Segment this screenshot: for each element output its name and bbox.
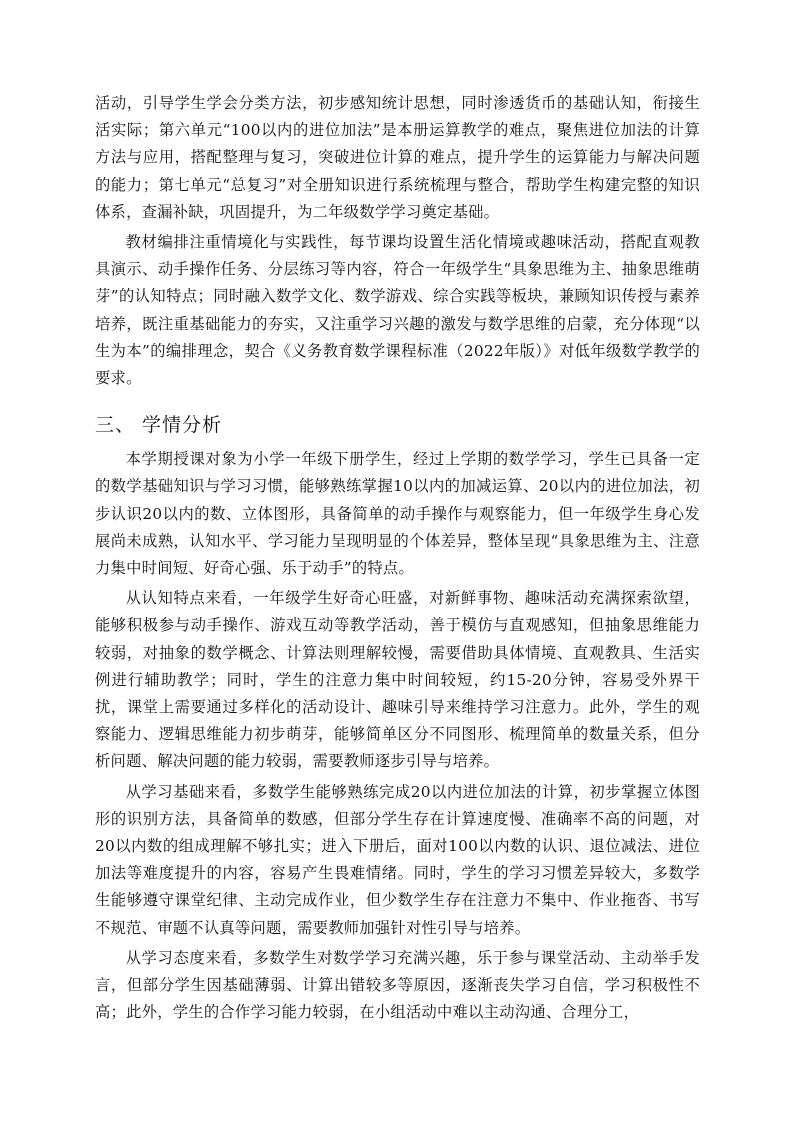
paragraph-learning-foundation: 从学习基础来看，多数学生能够熟练完成20以内进位加法的计算，初步掌握立体图形的识别方法，具备简单的数感，但部分学生存在计算速度慢、准确率不高的问题，对20以内数的组成理解不够扎实；进入下册后，面对100以内数的认识、退位减法、进位加法等难度提升的内容，容易产生畏难情绪。同时，学生的学习习惯差异较大，多数学生能够遵守课堂纪律、主动完成作业，但少数学生存在注意力不集中、作业拖沓、书写不规范、审题不认真等问题，需要教师加强针对性引导与培养。 xyxy=(95,782,700,937)
paragraph-textbook-design: 教材编排注重情境化与实践性，每节课均设置生活化情境或趣味活动，搭配直观教具演示、动手操作任务、分层练习等内容，符合一年级学生“具象思维为主、抽象思维萌芽”的认知特点；同时融入数学文化、数学游戏、综合实践等板块，兼顾知识传授与素养培养，既注重基础能力的夯实，又注重学习兴趣的激发与数学思维的启蒙，充分体现“以生为本”的编排理念，契合《义务教育数学课程标准（2022年版）》对低年级数学教学的要求。 xyxy=(95,233,700,388)
section-heading-student-analysis: 三、 学情分析 xyxy=(95,414,223,437)
paragraph-unit-overview-continued: 活动，引导学生学会分类方法，初步感知统计思想，同时渗透货币的基础认知，衔接生活实际；第六单元“100以内的进位加法”是本册运算教学的难点，聚焦进位加法的计算方法与应用，搭配整理与复习，突破进位计算的难点，提升学生的运算能力与解决问题的能力；第七单元“总复习”对全册知识进行系统梳理与整合，帮助学生构建完整的知识体系，查漏补缺，巩固提升，为二年级数学学习奠定基础。 xyxy=(95,94,700,221)
paragraph-learning-attitude: 从学习态度来看，多数学生对数学学习充满兴趣，乐于参与课堂活动、主动举手发言，但部分学生因基础薄弱、计算出错较多等原因，逐渐丧失学习自信，学习积极性不高；此外，学生的合作学习能力较弱，在小组活动中难以主动沟通、合理分工， xyxy=(95,948,700,1022)
paragraph-student-overview: 本学期授课对象为小学一年级下册学生，经过上学期的数学学习，学生已具备一定的数学基础知识与学习习惯，能够熟练掌握10以内的加减运算、20以内的进位加法，初步认识20以内的数、立体图形，具备简单的动手操作与观察能力，但一年级学生身心发展尚未成熟，认知水平、学习能力呈现明显的个体差异，整体呈现“具象思维为主、注意力集中时间短、好奇心强、乐于动手”的特点。 xyxy=(95,450,700,578)
document-body xyxy=(95,90,700,1030)
paragraph-cognitive-traits: 从认知特点来看，一年级学生好奇心旺盛，对新鲜事物、趣味活动充满探索欲望，能够积极参与动手操作、游戏互动等教学活动，善于模仿与直观感知，但抽象思维能力较弱，对抽象的数学概念、计算法则理解较慢，需要借助具体情境、直观教具、生活实例进行辅助教学；同时，学生的注意力集中时间较短，约15-20分钟，容易受外界干扰，课堂上需要通过多样化的活动设计、趣味引导来维持学习注意力。此外，学生的观察能力、逻辑思维能力初步萌芽，能够简单区分不同图形、梳理简单的数量关系，但分析问题、解决问题的能力较弱，需要教师逐步引导与培养。 xyxy=(95,589,700,771)
